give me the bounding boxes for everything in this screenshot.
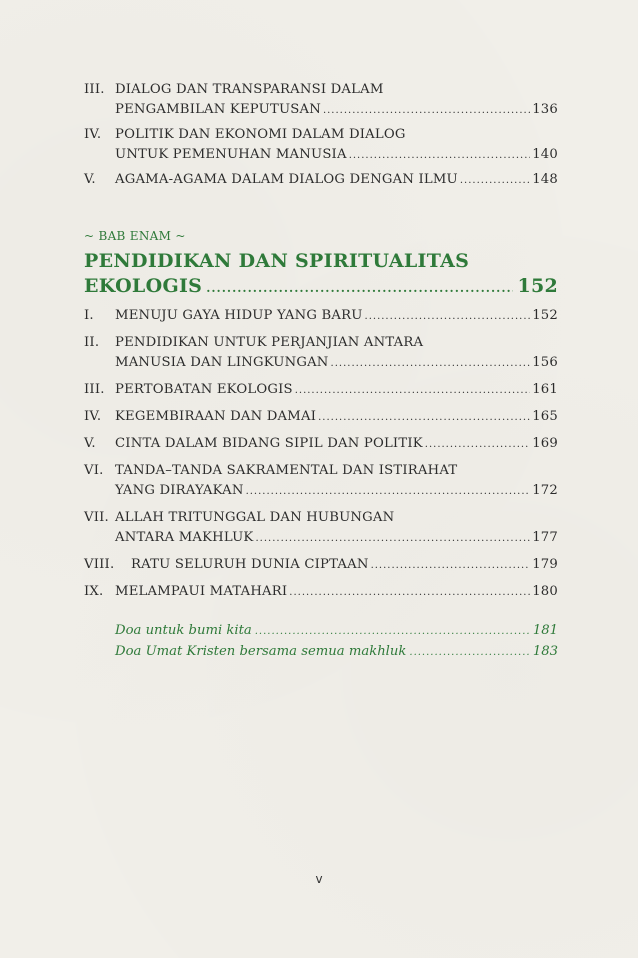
dot-leader: [371, 556, 531, 576]
toc-entry-number: VI.: [84, 463, 104, 478]
toc-entry-page: 172: [532, 483, 558, 498]
toc-entry: [84, 306, 558, 327]
dot-leader: [425, 435, 530, 455]
toc-entry: [84, 380, 558, 401]
toc-entry-page: 136: [532, 102, 558, 117]
toc-entry-title: PERTOBATAN EKOLOGIS: [115, 382, 293, 397]
toc-entry-title: ANTARA MAKHLUK: [115, 530, 254, 545]
dot-leader: [295, 381, 531, 401]
toc-entry-title: RATU SELURUH DUNIA CIPTAAN: [131, 557, 369, 572]
toc-entry-page: 140: [532, 147, 558, 162]
dot-leader: [289, 583, 530, 603]
toc-entry-title: PENGAMBILAN KEPUTUSAN: [115, 102, 321, 117]
toc-entry-title: DIALOG DAN TRANSPARANSI DALAM: [115, 82, 384, 97]
dot-leader: [256, 529, 531, 549]
prayer-entry: [115, 642, 558, 663]
chapter-page: 152: [517, 275, 558, 297]
toc-entry-number: V.: [84, 436, 96, 451]
chapter-title-line1: PENDIDIKAN DAN SPIRITUALITAS: [84, 250, 470, 272]
toc-entry-title: MELAMPAUI MATAHARI: [115, 584, 288, 599]
dot-leader: [255, 622, 530, 642]
toc-entry-title: KEGEMBIRAAN DAN DAMAI: [115, 409, 317, 424]
toc-entry-page: 152: [532, 308, 558, 323]
prayer-title: Doa untuk bumi kita: [115, 623, 252, 638]
chapter-title-line2: EKOLOGIS: [84, 275, 203, 297]
toc-entry: [84, 461, 558, 502]
toc-entry-title: AGAMA-AGAMA DALAM DIALOG DENGAN ILMU: [115, 172, 458, 187]
toc-entry-number: IV.: [84, 127, 102, 142]
toc-entry-number: V.: [84, 172, 96, 187]
dot-leader: [349, 146, 531, 166]
prayer-page: 181: [532, 623, 558, 638]
prayer-page: 183: [532, 644, 558, 659]
toc-entry: [84, 170, 558, 191]
prayer-title: Doa Umat Kristen bersama semua makhluk: [115, 644, 407, 659]
dot-leader: [323, 101, 530, 121]
toc-entry: [84, 434, 558, 455]
toc-entry: [84, 80, 558, 121]
toc-entry-page: 165: [532, 409, 558, 424]
toc-entry-title: TANDA–TANDA SAKRAMENTAL DAN ISTIRAHAT: [115, 463, 458, 478]
toc-entry-page: 169: [532, 436, 558, 451]
toc-entry-number: IV.: [84, 409, 102, 424]
toc-entry: [84, 407, 558, 428]
toc-entry-title: UNTUK PEMENUHAN MANUSIA: [115, 147, 347, 162]
dot-leader: [365, 307, 531, 327]
chapter-label: ~ BAB ENAM ~: [84, 229, 186, 243]
dot-leader: [331, 354, 531, 374]
toc-entry: [84, 125, 558, 166]
toc-entry-number: IX.: [84, 584, 104, 599]
toc-entry-number: III.: [84, 82, 105, 97]
toc-entry-page: 180: [532, 584, 558, 599]
toc-entry-page: 179: [532, 557, 558, 572]
toc-entry: [84, 333, 558, 374]
prayer-list: [115, 621, 558, 663]
toc-entry: [84, 555, 558, 576]
toc-entry-title: MENUJU GAYA HIDUP YANG BARU: [115, 308, 363, 323]
toc-entry-page: 148: [532, 172, 558, 187]
page-number: v: [315, 872, 323, 886]
dot-leader: [318, 408, 530, 428]
toc-chapter-entries: [84, 306, 558, 603]
toc-entry-title: CINTA DALAM BIDANG SIPIL DAN POLITIK: [115, 436, 423, 451]
dot-leader: [206, 276, 513, 301]
toc-entry-number: I.: [84, 308, 94, 323]
toc-entry: [84, 508, 558, 549]
toc-entry-number: III.: [84, 382, 105, 397]
toc-entry-title: ALLAH TRITUNGGAL DAN HUBUNGAN: [115, 510, 395, 525]
toc-entry-title: MANUSIA DAN LINGKUNGAN: [115, 355, 329, 370]
toc-entry-page: 177: [532, 530, 558, 545]
toc-entry-page: 161: [532, 382, 558, 397]
toc-entry-title: PENDIDIKAN UNTUK PERJANJIAN ANTARA: [115, 335, 424, 350]
dot-leader: [246, 482, 531, 502]
toc-entry-page: 156: [532, 355, 558, 370]
dot-leader: [460, 171, 530, 191]
toc-entry-title: YANG DIRAYAKAN: [115, 483, 244, 498]
toc-entry-number: VIII.: [84, 557, 115, 572]
toc-entry-number: VII.: [84, 510, 109, 525]
toc-entry-title: POLITIK DAN EKONOMI DALAM DIALOG: [115, 127, 406, 142]
prayer-entry: [115, 621, 558, 642]
chapter-heading: [84, 249, 558, 301]
dot-leader: [409, 643, 529, 663]
toc-entry-number: II.: [84, 335, 100, 350]
toc-entry: [84, 582, 558, 603]
toc-top-entries: [84, 80, 558, 191]
